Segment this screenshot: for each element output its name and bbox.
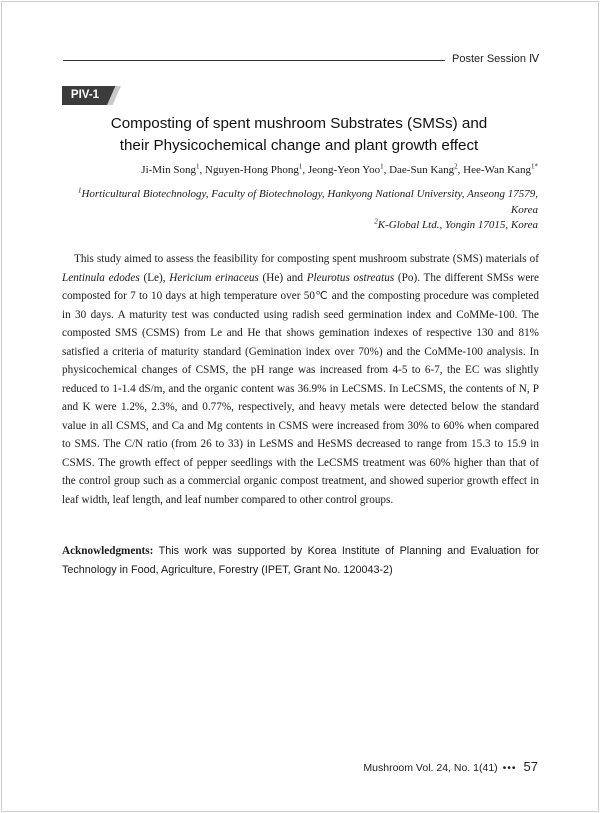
footer-dots: •••: [502, 762, 517, 774]
species-name: Lentinula edodes: [62, 271, 140, 284]
abstract-text: (Po). The different SMSs were composted for 7 to 10 days at high temperature over 50℃ and the composting procedure was completed in 30 days. A maturity test was conducted using radish seed germination index and CoMMe-100. The composted SMS (CSMS) from Le and He that shows gemination indexes of respective 130 and 81% satisfied a criteria of maturity standard (Gemination index over 70%) and the CoMMe-100 analysis. In physicochemical changes of CSMS, the pH range was increased from 4-5 to 6-7, the EC was slightly reduced to 1-1.4 dS/m, and the organic content was 36.9% in LeCSMS. In LeCSMS, the contents of N, P and K were 1.2%, 2.3%, and 0.77%, respectively, and heavy metals were detected below the standard value in all CSMS, and Ca and Mg contents in CSMS were increased from 30% to 60% when compared to SMS. The C/N ratio (from 26 to 33) in LeSMS and HeSMS decreased to range from 15.3 to 15.9 in CSMS. The growth effect of pepper seedlings with the LeCSMS treatment was 60% higher than that of the control group such as a commercial organic compost treatment, and showed superior growth effect in leaf width, leaf length, and leaf number compared to other control groups.: [62, 271, 539, 506]
title-line-1: Composting of spent mushroom Substrates (SMSs) and: [110, 115, 488, 132]
author-affil-mark: 1: [380, 162, 384, 171]
page-footer: [363, 759, 538, 774]
species-name: Hericium erinaceus: [169, 271, 259, 284]
acknowledgments-label: Acknowledgments:: [62, 545, 154, 557]
header-rule: [63, 60, 445, 61]
page-number: 57: [523, 759, 538, 774]
acknowledgments: [62, 542, 539, 579]
author-name: Jeong-Yeon Yoo: [307, 164, 381, 176]
badge-label: PIV-1: [70, 89, 100, 101]
affiliation-text: K-Global Ltd., Yongin 17015, Korea: [377, 219, 538, 231]
author-affil-mark: 1: [196, 162, 200, 171]
poster-id-badge: [62, 86, 122, 105]
abstract-body: [62, 250, 539, 509]
author-affil-mark: 1*: [531, 162, 538, 171]
abstract-text: (He) and: [258, 271, 307, 284]
author-affil-mark: 1: [298, 162, 303, 171]
author-affil-mark: 2: [454, 162, 458, 171]
acknowledgments-text: This work was supported by Korea Institute of Planning and Evaluation for Technology in Food, Agriculture, Forestry (IPET, Grant No. 120043-2): [62, 545, 539, 576]
affiliation-2: [68, 217, 538, 233]
abstract-text: This study aimed to assess the feasibility for composting spent mushroom substrate (SMS) materials of: [74, 253, 539, 265]
species-name: Pleurotus ostreatus: [306, 271, 395, 284]
paper-title: [60, 113, 538, 157]
author-name: Hee-Wan Kang: [463, 164, 531, 176]
author-list: Ji-Min Song$^1$, Nguyen-Hong Phong$^1$, Jeong-Yeon Yoo$^1$, Dae-Sun Kang$^2$, Hee-Wan Kang$^{1*}$: [141, 162, 538, 176]
affiliation-1: [68, 186, 538, 218]
affiliation-mark: 1: [77, 186, 82, 195]
affiliation-text: Horticultural Biotechnology, Faculty of Biotechnology, Hankyong National University, Anseong 17579, Korea: [81, 188, 538, 216]
journal-citation: Mushroom Vol. 24, No. 1(41): [363, 762, 498, 774]
title-line-2: their Physicochemical change and plant growth effect: [119, 137, 479, 154]
author-name: Nguyen-Hong Phong: [205, 164, 299, 176]
abstract-text: (Le),: [139, 271, 170, 284]
session-header: Poster Session Ⅳ: [452, 53, 540, 65]
author-name: Ji-Min Song: [141, 164, 197, 176]
author-name: Dae-Sun Kang: [389, 164, 455, 176]
affiliation-mark: 2: [374, 217, 378, 226]
